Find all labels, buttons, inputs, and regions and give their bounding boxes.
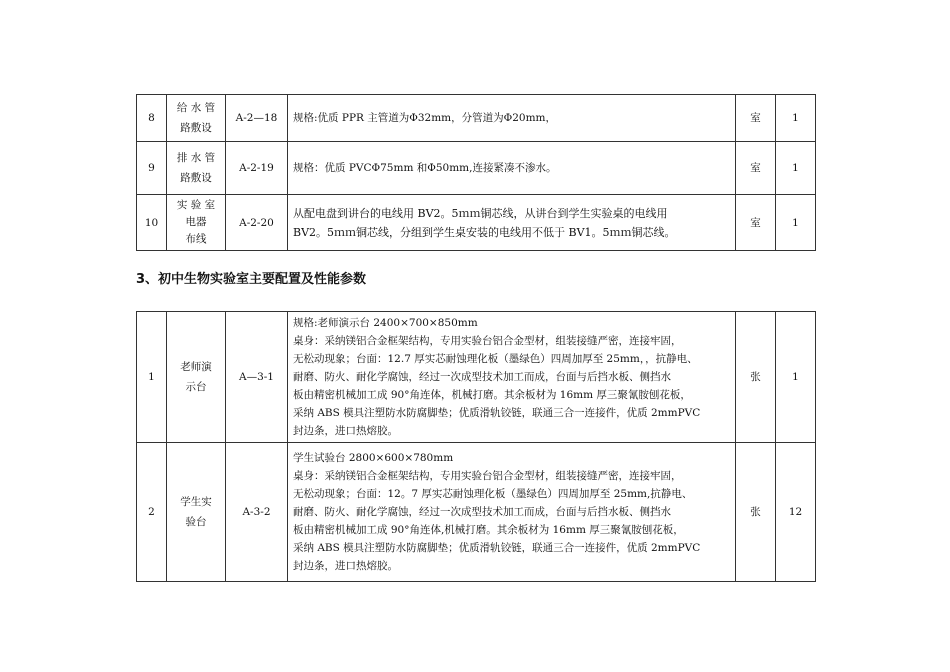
table-row xyxy=(137,195,816,251)
item-unit: 室 xyxy=(736,142,776,195)
biology-lab-table xyxy=(136,311,816,582)
item-qty: 1 xyxy=(776,142,816,195)
item-spec: 从配电盘到讲台的电线用 BV2。5ｍｍ铜芯线，从讲台到学生实验桌的电线用 BV2。5ｍｍ铜芯线，分组到学生桌安装的电线用不低于 BV1。5ｍｍ铜芯线。 xyxy=(288,195,736,251)
row-number: 8 xyxy=(137,95,167,142)
item-spec: 规格:优质 PPR 主管道为Φ32mm，分管道为Φ20mm， xyxy=(288,95,736,142)
item-spec: 规格:老师演示台 2400×700×850mm 桌身：采纳镁铝合金框架结构，专用实验台铝合金型材，组装接缝严密，连接牢固， 无松动现象；台面：12.7 厚实芯耐蚀理化板（墨绿色）四周加厚至 25mm，，抗静电、 耐磨、防火、耐化学腐蚀，经过一次成型技术加工而成，台面与后挡水板、侧挡水 板由精密机械加工成 90°角连体，机械打磨。其余板材为 16mm 厚三聚氰胺刨花板， 采纳 ABS 模具注塑防水防腐脚垫；优质滑轨铰链，联通三合一连接件，优质 2mmPVC 封边条，进口热熔胶。 xyxy=(288,312,736,443)
item-code: A-3-2 xyxy=(226,443,288,582)
item-unit: 张 xyxy=(736,312,776,443)
section-heading: 3、初中生物实验室主要配置及性能参数 xyxy=(136,272,367,287)
item-name: 实 验 室 电器 布线 xyxy=(167,195,226,251)
piping-table xyxy=(136,94,816,251)
table-row xyxy=(137,95,816,142)
item-spec: 学生试验台 2800×600×780mm 桌身：采纳镁铝合金框架结构，专用实验台铝合金型材，组装接缝严密，连接牢固， 无松动现象；台面：12。7 厚实芯耐蚀理化板（墨绿色）四周加厚至 25mm,抗静电、 耐磨、防火、耐化学腐蚀，经过一次成型技术加工而成，台面与后挡水板、侧挡水 板由精密机械加工成 90°角连体,机械打磨。其余板材为 16mm 厚三聚氰胺刨花板， 采纳 ABS 模具注塑防水防腐脚垫；优质滑轨铰链，联通三合一连接件，优质 2mmPVC 封边条，进口热熔胶。 xyxy=(288,443,736,582)
item-code: A-2—18 xyxy=(226,95,288,142)
item-qty: 1 xyxy=(776,312,816,443)
item-qty: 1 xyxy=(776,95,816,142)
item-qty: 1 xyxy=(776,195,816,251)
item-code: A-2-19 xyxy=(226,142,288,195)
item-name: 排 水 管 路敷设 xyxy=(167,142,226,195)
item-qty: 12 xyxy=(776,443,816,582)
item-name: 给 水 管 路敷设 xyxy=(167,95,226,142)
item-code: A—3-1 xyxy=(226,312,288,443)
table-row xyxy=(137,312,816,443)
item-name: 老师演 示台 xyxy=(167,312,226,443)
table-row xyxy=(137,443,816,582)
item-name: 学生实 验台 xyxy=(167,443,226,582)
table-row xyxy=(137,142,816,195)
row-number: 10 xyxy=(137,195,167,251)
row-number: 2 xyxy=(137,443,167,582)
item-unit: 室 xyxy=(736,195,776,251)
item-code: A-2-20 xyxy=(226,195,288,251)
item-spec: 规格：优质 PVCΦ75mm 和Φ50mm,连接紧凑不渗水。 xyxy=(288,142,736,195)
item-unit: 室 xyxy=(736,95,776,142)
row-number: 1 xyxy=(137,312,167,443)
row-number: 9 xyxy=(137,142,167,195)
item-unit: 张 xyxy=(736,443,776,582)
